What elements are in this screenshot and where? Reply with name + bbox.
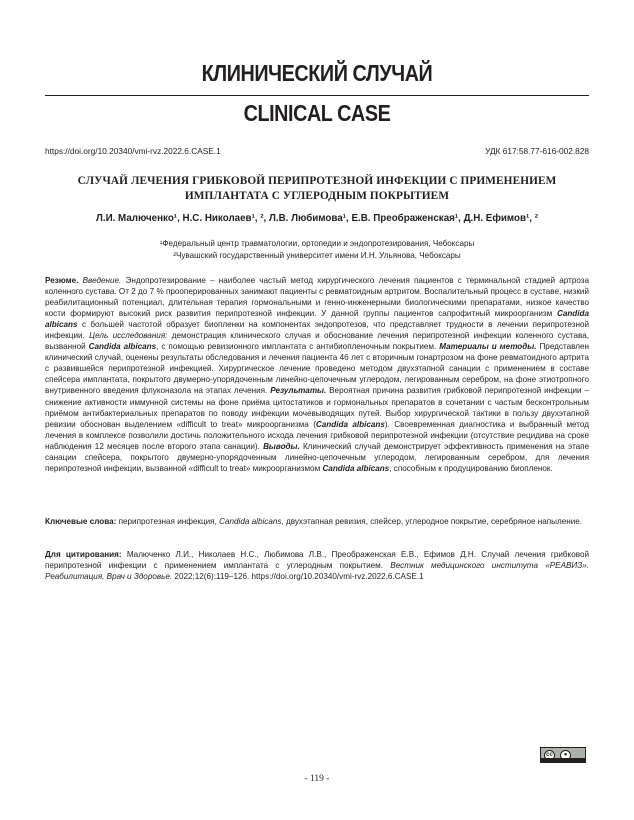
intro-label: Введение. [82, 276, 122, 285]
intro-text: Эндопротезирование – наиболее частый метод хирургического лечения пациентов с терминальной стадией артроза коленного сустава. От 2 до 7 % прооперированных занимают пациенты с ревматоидным артритом. Воспалительный процесс в суставе, низкий реабилитационный потенциал, длительная терапия гормональными и генно-инженерными биологическими препаратами, низкое качество кости формируют высокий риск развития перипротезной инфекции. У данной группы пациентов сапрофитный микроорганизм [45, 276, 590, 319]
license-bar [541, 758, 585, 762]
results-text: Вероятная причина развития грибковой перипротезной инфекции – снижение активности иммунной системы на фоне приёма цитостатиков и гормональных препаратов в сочетании с частым бесконтрольным приёмом антибактериальных препаратов по поводу инфекции мочевыводящих путей. Выбор хирургической тактики в пользу двухэтапной ревизии обоснован выделением «difficult to treat» микроорганизма ( [45, 386, 589, 429]
intro-text-end: с большей частотой образует биопленки на компонентах эндопротезов, что представляет трудности в лечении перипротезной инфекции. [45, 320, 589, 341]
header-divider [45, 95, 589, 96]
author-list: Л.И. Малюченко¹, Н.С. Николаев¹, ², Л.В. Любимова¹, Е.В. Преображенская¹, Д.Н. Ефимов¹, ² [95, 213, 539, 224]
keywords-text-end: , двухэтапная ревизия, спейсер, углеродное покрытие, серебряное напыление. [281, 517, 583, 526]
by-person-icon: ● [560, 750, 571, 761]
aim-text-end: , с помощью ревизионного имплантата с антибиопленочным покрытием. [156, 342, 437, 352]
affiliation-2: ²Чувашский государственный университет имени И.Н. Ульянова, Чебоксары [173, 251, 461, 260]
cc-by-icon[interactable] [540, 747, 586, 763]
article-title: СЛУЧАЙ ЛЕЧЕНИЯ ГРИБКОВОЙ ПЕРИПРОТЕЗНОЙ ИНФЕКЦИИ С ПРИМЕНЕНИЕМ ИМПЛАНТАТА С УГЛЕРОДНЫМ ПОКРЫТИЕМ [77, 175, 557, 202]
aim-label: Цель исследования: [89, 331, 168, 341]
udk-code: УДК 617:58.77-616-002.828 [485, 146, 589, 156]
keywords [45, 516, 589, 527]
page-number: - 119 - [304, 774, 330, 784]
abstract-label: Резюме. [45, 276, 79, 285]
organism-name: Candida albicans [45, 309, 590, 330]
keywords-label: Ключевые слова: [45, 517, 117, 526]
citation-details: 2022;12(6):119–126. https://doi.org/10.20340/vmi-rvz.2022.6.CASE.1 [174, 572, 424, 582]
section-title-en: CLINICAL CASE [243, 100, 391, 126]
keywords-text: перипротезная инфекция, [118, 517, 217, 526]
citation [45, 549, 589, 582]
methods-text: Представлен клинический случай, оценены результаты обследования и лечения пациента 46 лет с вторичным гонартрозом на фоне ревматоидного артрита с развившейся перипротезной инфекцией. Хирургическое лечение проведено методом двухэтапной санации с применением в составе спейсера имплантата, покрытого двумерно-упорядоченным линейно-цепочечным углеродом, легированным серебром, на фоне этиотропного внутривенного введения флуконазола на этапах лечения. [45, 342, 589, 396]
methods-label: Материалы и методы. [439, 342, 537, 352]
conclusions-text: Клинический случай демонстрирует эффективность применения на этапе санации спейсера, покрытого двумерно-упорядоченным линейно-цепочечным углеродом, легированным серебром, для лечения перипротезной инфекции, вызванной «difficult to treat» микроорганизмом [45, 441, 590, 473]
citation-journal: Вестник медицинского института «РЕАВИЗ». Реабилитация, Врач и Здоровье. [45, 561, 590, 582]
organism-name: Candida albicans [322, 463, 390, 473]
doi-link[interactable]: https://doi.org/10.20340/vmi-rvz.2022.6.CASE.1 [45, 146, 221, 156]
citation-text: Малюченко Л.И., Николаев Н.С., Любимова Л.В., Преображенская Е.В., Ефимов Д.Н. Случай лечения грибковой перипротезной инфекции с применением имплантата с углеродным покрытием. [45, 550, 589, 571]
abstract [45, 275, 589, 474]
cc-icon: cc [544, 750, 555, 761]
citation-label: Для цитирования: [45, 550, 122, 559]
organism-name: Candida albicans [315, 419, 385, 429]
results-text-end: ). Своевременная диагностика и выбранный метод лечения в комплексе позволили достичь положительного исхода лечения грибковой перипротезной инфекции (отсутствие рецидива на сроке наблюдения 12 месяцев после второго этапа санации). [45, 419, 589, 451]
keywords-organism: Candida albicans [219, 517, 282, 526]
section-title-ru: КЛИНИЧЕСКИЙ СЛУЧАЙ [201, 60, 433, 86]
affiliation-1: ¹Федеральный центр травматологии, ортопедии и эндопротезирования, Чебоксары [159, 239, 475, 248]
conclusions-text-end: , способным к продуцированию биопленок. [389, 463, 553, 473]
results-label: Результаты. [270, 386, 327, 396]
conclusions-label: Выводы. [263, 441, 300, 451]
organism-name: Candida albicans [88, 342, 157, 352]
aim-text: демонстрация клинического случая и обоснование лечения перипротезной инфекции коленного сустава, вызванной [45, 331, 589, 352]
